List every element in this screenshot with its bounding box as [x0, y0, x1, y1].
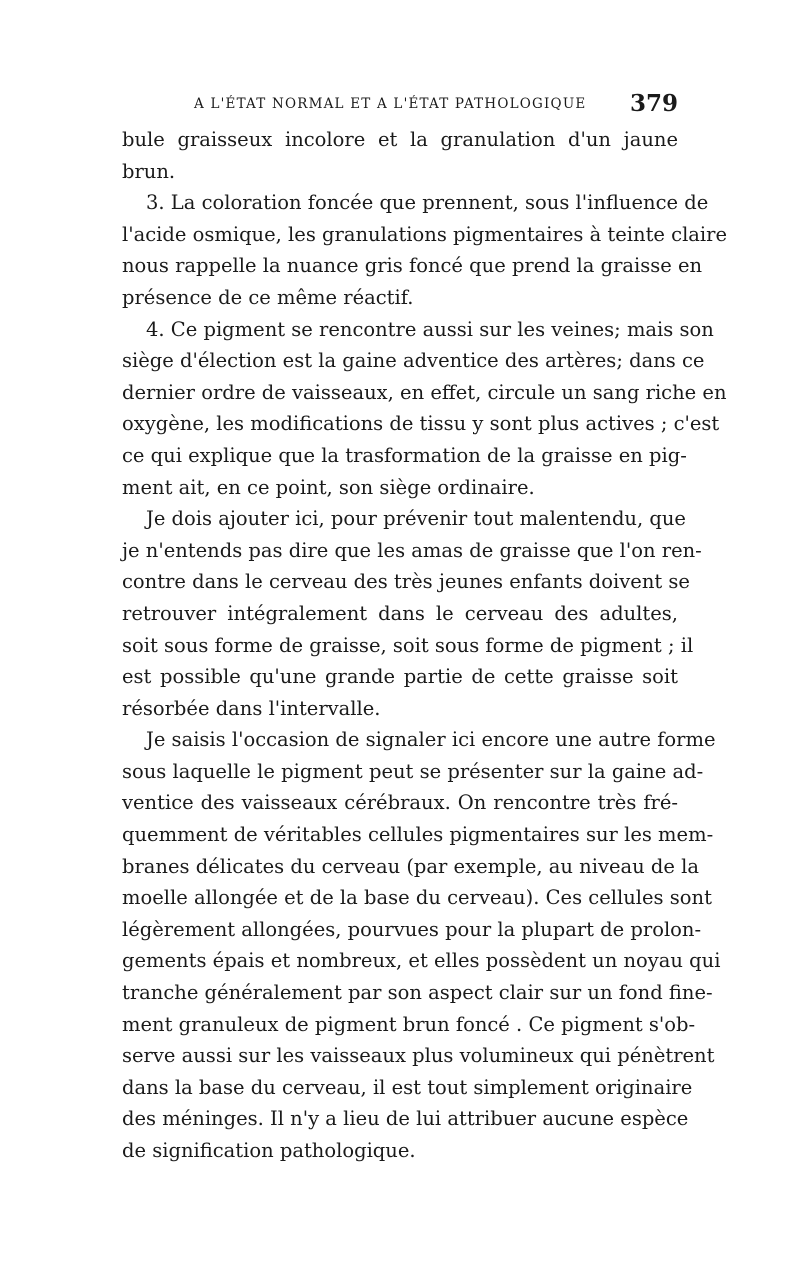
text-line: moelle allongée et de la base du cerveau). Ces cellules sont [122, 886, 712, 910]
text-line: sous laquelle le pigment peut se présenter sur la gaine ad- [122, 759, 704, 783]
text-line: siège d'élection est la gaine adventice des artères; dans ce [122, 349, 705, 373]
text-line: gements épais et nombreux, et elles possèdent un noyau qui [122, 949, 721, 973]
text-line: branes délicates du cerveau (par exemple, au niveau de la [122, 854, 699, 878]
text-line: tranche généralement par son aspect clair sur un fond fine- [122, 981, 713, 1005]
running-header [122, 90, 678, 120]
text-line: contre dans le cerveau des très jeunes enfants doivent se [122, 570, 690, 594]
text-line: ventice des vaisseaux cérébraux. On rencontre très fré- [122, 791, 678, 815]
text-line: dans la base du cerveau, il est tout simplement originaire [122, 1075, 693, 1099]
text-line: l'acide osmique, les granulations pigmentaires à teinte claire [122, 222, 728, 246]
text-line: retrouver intégralement dans le cerveau des adultes, [122, 601, 678, 625]
text-line: je n'entends pas dire que les amas de graisse que l'on ren- [122, 538, 702, 562]
text-line: ment ait, en ce point, son siège ordinaire. [122, 475, 535, 499]
body-text [122, 124, 728, 1167]
text-line: oxygène, les modifications de tissu y sont plus actives ; c'est [122, 412, 720, 436]
text-line: quemment de véritables cellules pigmentaires sur les mem- [122, 823, 714, 847]
text-line: nous rappelle la nuance gris foncé que prend la graisse en [122, 254, 703, 278]
text-line: légèrement allongées, pourvues pour la plupart de prolon- [122, 917, 702, 941]
text-line: 4. Ce pigment se rencontre aussi sur les veines; mais son [146, 317, 714, 341]
text-line: des méninges. Il n'y a lieu de lui attribuer aucune espèce [122, 1107, 689, 1131]
text-line: serve aussi sur les vaisseaux plus volumineux qui pénètrent [122, 1044, 715, 1068]
text-line: de signification pathologique. [122, 1139, 416, 1162]
text-line: dernier ordre de vaisseaux, en effet, circule un sang riche en [122, 380, 727, 404]
text-line: présence de ce même réactif. [122, 285, 414, 309]
text-line: soit sous forme de graisse, soit sous forme de pigment ; il [122, 633, 694, 657]
text-line: est possible qu'une grande partie de cette graisse soit [122, 665, 678, 689]
text-line: Je dois ajouter ici, pour prévenir tout malentendu, que [146, 507, 686, 531]
text-line: ce qui explique que la trasformation de la graisse en pig- [122, 443, 687, 467]
text-line: brun. [122, 159, 176, 183]
text-line: bule graisseux incolore et la granulation d'un jaune [122, 128, 678, 151]
page-number: 379 [629, 90, 678, 117]
text-line: résorbée dans l'intervalle. [122, 696, 381, 720]
text-line: Je saisis l'occasion de signaler ici encore une autre forme [146, 728, 716, 752]
running-title: A L'ÉTAT NORMAL ET A L'ÉTAT PATHOLOGIQUE [194, 96, 587, 112]
text-line: 3. La coloration foncée que prennent, sous l'influence de [146, 191, 709, 215]
text-line: ment granuleux de pigment brun foncé . Ce pigment s'ob- [122, 1012, 696, 1036]
